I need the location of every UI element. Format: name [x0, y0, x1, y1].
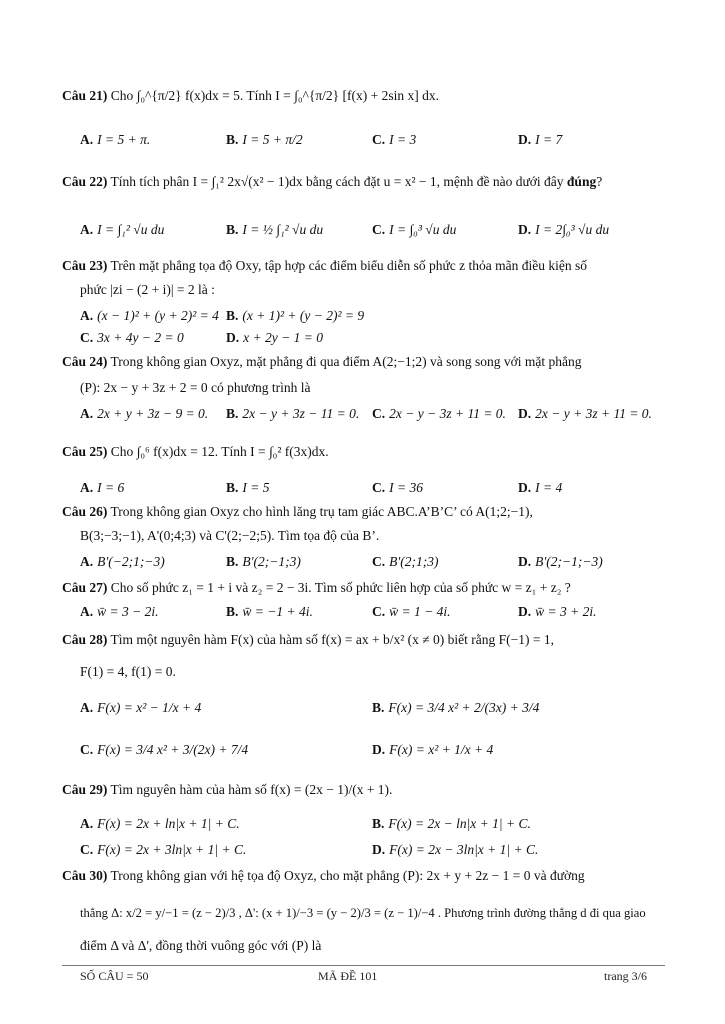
- question-number: Câu 24): [62, 354, 108, 369]
- question-stem: Trong không gian Oxyz, mặt phẳng đi qua điểm A(2;−1;2) và song song với mặt phẳng: [110, 354, 582, 369]
- option-29-c[interactable]: C. F(x) = 2x + 3ln|x + 1| + C.: [80, 842, 247, 857]
- question-stem-continued: F(1) = 4, f(1) = 0.: [80, 664, 176, 679]
- option-27-c[interactable]: C. w̄ = 1 − 4i.: [372, 604, 451, 619]
- option-25-a[interactable]: A. I = 6: [80, 480, 125, 495]
- question-stem-continued: thẳng Δ: x/2 = y/−1 = (z − 2)/3 , Δ': (x + 1)/−3 = (y − 2)/3 = (z − 1)/−4 . Phương trình đường thẳng d đi qua giao: [80, 906, 646, 920]
- question-stem-continued-2: điểm Δ và Δ', đồng thời vuông góc với (P) là: [80, 938, 322, 953]
- option-26-d[interactable]: D. B'(2;−1;−3): [518, 554, 603, 569]
- question-number: Câu 27): [62, 580, 108, 595]
- question-number: Câu 22): [62, 174, 108, 189]
- option-21-c[interactable]: C. I = 3: [372, 132, 417, 147]
- question-stem: Cho ∫₀^{π/2} f(x)dx = 5. Tính I = ∫₀^{π/2} [f(x) + 2sin x] dx.: [110, 88, 439, 103]
- question-23: [62, 258, 587, 274]
- question-30: [62, 868, 585, 884]
- question-number: Câu 30): [62, 868, 108, 883]
- option-24-a[interactable]: A. 2x + y + 3z − 9 = 0.: [80, 406, 209, 421]
- question-number: Câu 21): [62, 88, 108, 103]
- option-24-c[interactable]: C. 2x − y − 3z + 11 = 0.: [372, 406, 506, 421]
- option-26-a[interactable]: A. B'(−2;1;−3): [80, 554, 165, 569]
- question-stem: Trong không gian Oxyz cho hình lăng trụ tam giác ABC.A’B’C’ có A(1;2;−1),: [110, 504, 533, 519]
- question-emphasis: đúng: [566, 174, 597, 189]
- question-22: Câu 22) Tính tích phân I = ∫₁² 2x√(x² − 1)dx bằng cách đặt u = x² − 1, mệnh đề nào dưới đây đúng?: [62, 174, 603, 189]
- option-28-a[interactable]: A. F(x) = x² − 1/x + 4: [80, 700, 202, 715]
- question-28: [62, 632, 554, 648]
- question-stem-continued: B(3;−3;−1), A'(0;4;3) và C'(2;−2;5). Tìm tọa độ của B’.: [80, 528, 380, 543]
- question-25: [62, 444, 329, 460]
- option-23-a[interactable]: A. (x − 1)² + (y + 2)² = 4: [80, 308, 219, 323]
- option-24-d[interactable]: D. 2x − y + 3z + 11 = 0.: [518, 406, 652, 421]
- option-27-b[interactable]: B. w̄ = −1 + 4i.: [226, 604, 313, 619]
- option-28-b[interactable]: B. F(x) = 3/4 x² + 2/(3x) + 3/4: [372, 700, 540, 715]
- footer-page-number: trang 3/6: [604, 969, 647, 983]
- question-number: Câu 28): [62, 632, 108, 647]
- option-29-a[interactable]: A. F(x) = 2x + ln|x + 1| + C.: [80, 816, 240, 831]
- option-22-a[interactable]: A. I = ∫₁² √u du: [80, 222, 165, 237]
- option-25-c[interactable]: C. I = 36: [372, 480, 423, 495]
- question-number: Câu 29): [62, 782, 108, 797]
- option-29-b[interactable]: B. F(x) = 2x − ln|x + 1| + C.: [372, 816, 531, 831]
- footer-question-count: SỐ CÂU = 50: [80, 969, 149, 983]
- question-stem: Cho số phức z₁ = 1 + i và z₂ = 2 − 3i. Tìm số phức liên hợp của số phức w = z₁ + z₂ ?: [110, 580, 571, 595]
- option-28-c[interactable]: C. F(x) = 3/4 x² + 3/(2x) + 7/4: [80, 742, 249, 757]
- question-number: Câu 26): [62, 504, 108, 519]
- option-27-d[interactable]: D. w̄ = 3 + 2i.: [518, 604, 597, 619]
- option-25-b[interactable]: B. I = 5: [226, 480, 270, 495]
- question-number: Câu 25): [62, 444, 108, 459]
- question-stem-continued: phức |zi − (2 + i)| = 2 là :: [80, 282, 215, 297]
- option-22-c[interactable]: C. I = ∫₀³ √u du: [372, 222, 457, 237]
- option-28-d[interactable]: D. F(x) = x² + 1/x + 4: [372, 742, 494, 757]
- option-23-b[interactable]: B. (x + 1)² + (y − 2)² = 9: [226, 308, 365, 323]
- question-26: [62, 504, 533, 520]
- option-29-d[interactable]: D. F(x) = 2x − 3ln|x + 1| + C.: [372, 842, 539, 857]
- question-stem: Cho ∫₀⁶ f(x)dx = 12. Tính I = ∫₀² f(3x)dx.: [110, 444, 329, 459]
- option-23-d[interactable]: D. x + 2y − 1 = 0: [226, 330, 323, 345]
- option-22-d[interactable]: D. I = 2∫₀³ √u du: [518, 222, 610, 237]
- option-26-b[interactable]: B. B'(2;−1;3): [226, 554, 301, 569]
- option-22-b[interactable]: B. I = ½ ∫₁² √u du: [226, 222, 324, 237]
- question-24: [62, 354, 582, 370]
- footer-divider: [62, 965, 665, 966]
- option-23-c[interactable]: C. 3x + 4y − 2 = 0: [80, 330, 184, 345]
- option-27-a[interactable]: A. w̄ = 3 − 2i.: [80, 604, 159, 619]
- question-stem: Tìm một nguyên hàm F(x) của hàm số f(x) = ax + b/x² (x ≠ 0) biết rằng F(−1) = 1,: [110, 632, 554, 647]
- option-21-b[interactable]: B. I = 5 + π/2: [226, 132, 303, 147]
- option-26-c[interactable]: C. B'(2;1;3): [372, 554, 439, 569]
- question-stem: Tính tích phân I = ∫₁² 2x√(x² − 1)dx bằng cách đặt u = x² − 1, mệnh đề nào dưới đây: [110, 174, 564, 189]
- option-25-d[interactable]: D. I = 4: [518, 480, 563, 495]
- option-21-a[interactable]: A. I = 5 + π.: [80, 132, 151, 147]
- question-stem: Tìm nguyên hàm của hàm số f(x) = (2x − 1)/(x + 1).: [110, 782, 393, 797]
- question-stem: Trên mặt phẳng tọa độ Oxy, tập hợp các điểm biểu diễn số phức z thỏa mãn điều kiện số: [110, 258, 588, 273]
- question-stem: Trong không gian với hệ tọa độ Oxyz, cho mặt phẳng (P): 2x + y + 2z − 1 = 0 và đường: [110, 868, 585, 883]
- option-21-d[interactable]: D. I = 7: [518, 132, 563, 147]
- question-27: [62, 580, 571, 596]
- option-24-b[interactable]: B. 2x − y + 3z − 11 = 0.: [226, 406, 360, 421]
- question-29: [62, 782, 392, 798]
- question-21: [62, 88, 439, 104]
- question-stem-continued: (P): 2x − y + 3z + 2 = 0 có phương trình là: [80, 380, 311, 395]
- question-number: Câu 23): [62, 258, 108, 273]
- footer-exam-code: MÃ ĐỀ 101: [318, 969, 378, 983]
